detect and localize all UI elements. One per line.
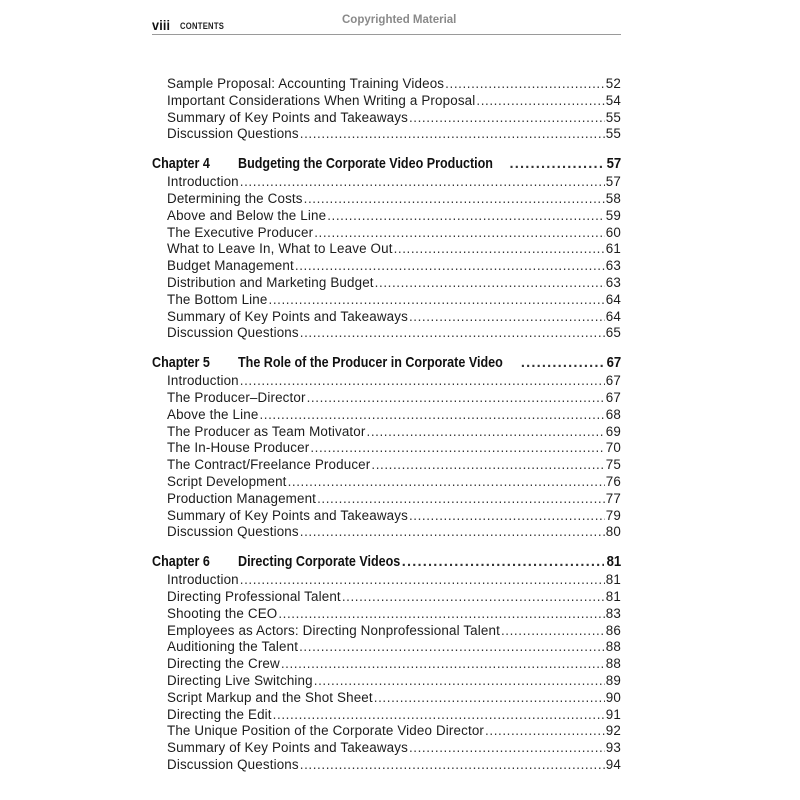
toc-entry-page: 93	[605, 740, 621, 756]
toc-entry[interactable]	[152, 673, 621, 690]
dot-leader	[485, 723, 605, 740]
dot-leader	[300, 325, 605, 342]
toc-entry[interactable]	[152, 623, 621, 640]
toc-chapter-6[interactable]	[152, 553, 621, 572]
toc-entry[interactable]	[152, 491, 621, 508]
toc-entry-page: 69	[605, 423, 621, 439]
toc-entry-page: 80	[605, 524, 621, 540]
toc-entry-title: The Producer as Team Motivator	[167, 423, 366, 439]
table-of-contents	[152, 76, 621, 774]
toc-entry-page: 81	[605, 572, 621, 588]
toc-entry-page: 75	[605, 457, 621, 473]
toc-entry-page: 60	[605, 224, 621, 240]
toc-entry[interactable]	[152, 723, 621, 740]
toc-chapter-5[interactable]	[152, 354, 621, 373]
dot-leader	[307, 390, 605, 407]
toc-entry[interactable]	[152, 208, 621, 225]
toc-entry-page: 64	[605, 291, 621, 307]
dot-leader	[371, 457, 604, 474]
toc-entry[interactable]	[152, 424, 621, 441]
toc-entry[interactable]	[152, 407, 621, 424]
toc-entry-page: 83	[605, 605, 621, 621]
toc-entry-page: 63	[605, 258, 621, 274]
toc-entry-page: 76	[605, 473, 621, 489]
toc-entry[interactable]	[152, 258, 621, 275]
toc-entry[interactable]	[152, 325, 621, 342]
toc-entry[interactable]	[152, 275, 621, 292]
chapter-heading	[152, 155, 493, 174]
chapter-heading	[152, 553, 400, 572]
dot-leader	[501, 623, 605, 640]
toc-entry-page: 92	[605, 723, 621, 739]
dot-leader	[300, 524, 605, 541]
toc-entry-page: 77	[605, 490, 621, 506]
chapter-page: 67	[606, 355, 621, 372]
toc-entry-title: Above the Line	[167, 406, 259, 422]
chapter-title: Budgeting the Corporate Video Production	[238, 156, 493, 173]
dot-leader	[374, 690, 605, 707]
toc-entry-title: Summary of Key Points and Takeaways	[167, 109, 408, 125]
toc-entry-title: The Unique Position of the Corporate Video Director	[167, 723, 485, 739]
toc-entry[interactable]	[152, 390, 621, 407]
dot-leader	[409, 110, 605, 127]
dot-leader	[299, 639, 605, 656]
toc-entry-title: Summary of Key Points and Takeaways	[167, 740, 408, 756]
toc-entry[interactable]	[152, 174, 621, 191]
chapter-number: Chapter 4	[152, 156, 210, 173]
running-head: CONTENTS	[180, 21, 225, 31]
toc-entry-title: Directing the Crew	[167, 656, 280, 672]
dot-leader	[259, 407, 604, 424]
toc-entry[interactable]	[152, 225, 621, 242]
toc-entry-title: Production Management	[167, 490, 317, 506]
dot-leader	[314, 673, 605, 690]
toc-entry-page: 79	[605, 507, 621, 523]
toc-entry-page: 59	[605, 207, 621, 223]
toc-entry[interactable]	[152, 589, 621, 606]
toc-entry-page: 65	[605, 325, 621, 341]
dot-leader	[409, 309, 605, 326]
toc-entry-title: The Contract/Freelance Producer	[167, 457, 371, 473]
dot-leader	[278, 606, 604, 623]
chapter-number: Chapter 6	[152, 554, 210, 571]
toc-entry-page: 94	[605, 756, 621, 772]
toc-entry[interactable]	[152, 309, 621, 326]
toc-entry-title: The Bottom Line	[167, 291, 268, 307]
toc-entry-title: Introduction	[167, 373, 239, 389]
page-number-folio: viii	[152, 17, 171, 33]
dot-leader	[314, 225, 605, 242]
toc-entry-page: 63	[605, 274, 621, 290]
dot-leader	[300, 126, 605, 143]
page-header	[152, 14, 621, 35]
toc-entry[interactable]	[152, 457, 621, 474]
toc-entry-page: 67	[605, 389, 621, 405]
toc-entry[interactable]	[152, 440, 621, 457]
toc-entry-title: Directing the Edit	[167, 706, 272, 722]
toc-entry-page: 57	[605, 174, 621, 190]
toc-entry[interactable]	[152, 508, 621, 525]
dot-leader	[476, 93, 604, 110]
chapter-heading	[152, 354, 503, 373]
dot-leader	[240, 373, 605, 390]
toc-entry-title: Directing Professional Talent	[167, 588, 341, 604]
dot-leader	[288, 474, 605, 491]
dot-leader	[273, 707, 605, 724]
toc-entry-title: Auditioning the Talent	[167, 639, 299, 655]
dot-leader	[409, 740, 605, 757]
dot-leader	[317, 491, 605, 508]
toc-entry-title: Discussion Questions	[167, 325, 299, 341]
dot-leader	[394, 241, 605, 258]
dot-leader	[521, 354, 604, 373]
toc-entry-title: Script Markup and the Shot Sheet	[167, 689, 373, 705]
toc-entry-page: 58	[605, 190, 621, 206]
dot-leader	[409, 508, 605, 525]
dot-leader	[304, 191, 605, 208]
dot-leader	[295, 258, 605, 275]
toc-entry-title: Discussion Questions	[167, 126, 299, 142]
toc-entry-page: 88	[605, 639, 621, 655]
toc-entry-title: Shooting the CEO	[167, 605, 278, 621]
toc-entry-page: 89	[605, 672, 621, 688]
toc-entry-title: Budget Management	[167, 258, 294, 274]
toc-entry-page: 64	[605, 308, 621, 324]
toc-entry[interactable]	[152, 656, 621, 673]
chapter-page: 57	[606, 156, 621, 173]
toc-entry-title: Discussion Questions	[167, 524, 299, 540]
toc-entry-title: Employees as Actors: Directing Nonprofessional Talent	[167, 622, 500, 638]
dot-leader	[445, 76, 605, 93]
dot-leader	[402, 553, 604, 572]
toc-entry[interactable]	[152, 110, 621, 127]
toc-entry[interactable]	[152, 757, 621, 774]
dot-leader	[367, 424, 605, 441]
toc-entry-title: Summary of Key Points and Takeaways	[167, 507, 408, 523]
dot-leader	[509, 155, 603, 174]
toc-entry-page: 61	[605, 241, 621, 257]
dot-leader	[240, 174, 605, 191]
chapter-title: The Role of the Producer in Corporate Video	[238, 355, 503, 372]
toc-entry-page: 81	[605, 588, 621, 604]
toc-entry-title: The Producer–Director	[167, 389, 306, 405]
dot-leader	[342, 589, 605, 606]
toc-entry-page: 88	[605, 656, 621, 672]
copyright-watermark: Copyrighted Material	[342, 14, 457, 26]
toc-entry[interactable]	[152, 76, 621, 93]
toc-entry[interactable]	[152, 639, 621, 656]
chapter-title: Directing Corporate Videos	[238, 554, 401, 571]
toc-entry[interactable]	[152, 373, 621, 390]
toc-entry-title: Above and Below the Line	[167, 207, 327, 223]
dot-leader	[300, 757, 605, 774]
toc-entry[interactable]	[152, 93, 621, 110]
dot-leader	[327, 208, 605, 225]
toc-entry-title: What to Leave In, What to Leave Out	[167, 241, 393, 257]
dot-leader	[375, 275, 605, 292]
toc-entry[interactable]	[152, 740, 621, 757]
toc-entry[interactable]	[152, 572, 621, 589]
toc-entry[interactable]	[152, 524, 621, 541]
chapter-page: 81	[606, 554, 621, 571]
toc-entry[interactable]	[152, 191, 621, 208]
toc-entry-title: The Executive Producer	[167, 224, 314, 240]
toc-entry-title: Distribution and Marketing Budget	[167, 274, 374, 290]
toc-entry[interactable]	[152, 126, 621, 143]
toc-entry-page: 52	[605, 76, 621, 91]
toc-entry-page: 68	[605, 406, 621, 422]
toc-entry-title: The In-House Producer	[167, 440, 310, 456]
dot-leader	[310, 440, 604, 457]
toc-entry-page: 67	[605, 373, 621, 389]
toc-entry-title: Summary of Key Points and Takeaways	[167, 308, 408, 324]
toc-chapter-4[interactable]	[152, 155, 621, 174]
toc-entry[interactable]	[152, 707, 621, 724]
toc-entry[interactable]	[152, 474, 621, 491]
toc-entry-page: 54	[605, 92, 621, 108]
toc-entry-title: Introduction	[167, 174, 239, 190]
toc-entry-title: Directing Live Switching	[167, 672, 313, 688]
toc-entry[interactable]	[152, 241, 621, 258]
dot-leader	[281, 656, 605, 673]
toc-entry-title: Discussion Questions	[167, 756, 299, 772]
chapter-number: Chapter 5	[152, 355, 210, 372]
dot-leader	[240, 572, 605, 589]
toc-entry[interactable]	[152, 606, 621, 623]
toc-entry[interactable]	[152, 292, 621, 309]
toc-entry-page: 86	[605, 622, 621, 638]
dot-leader	[269, 292, 605, 309]
toc-entry-title: Introduction	[167, 572, 239, 588]
toc-entry-page: 70	[605, 440, 621, 456]
toc-entry-page: 55	[605, 109, 621, 125]
toc-entry-title: Sample Proposal: Accounting Training Videos	[167, 76, 445, 91]
toc-entry[interactable]	[152, 690, 621, 707]
toc-entry-page: 55	[605, 126, 621, 142]
toc-entry-title: Script Development	[167, 473, 287, 489]
toc-entry-title: Determining the Costs	[167, 190, 303, 206]
toc-entry-page: 90	[605, 689, 621, 705]
toc-entry-title: Important Considerations When Writing a Proposal	[167, 92, 476, 108]
toc-entry-page: 91	[605, 706, 621, 722]
